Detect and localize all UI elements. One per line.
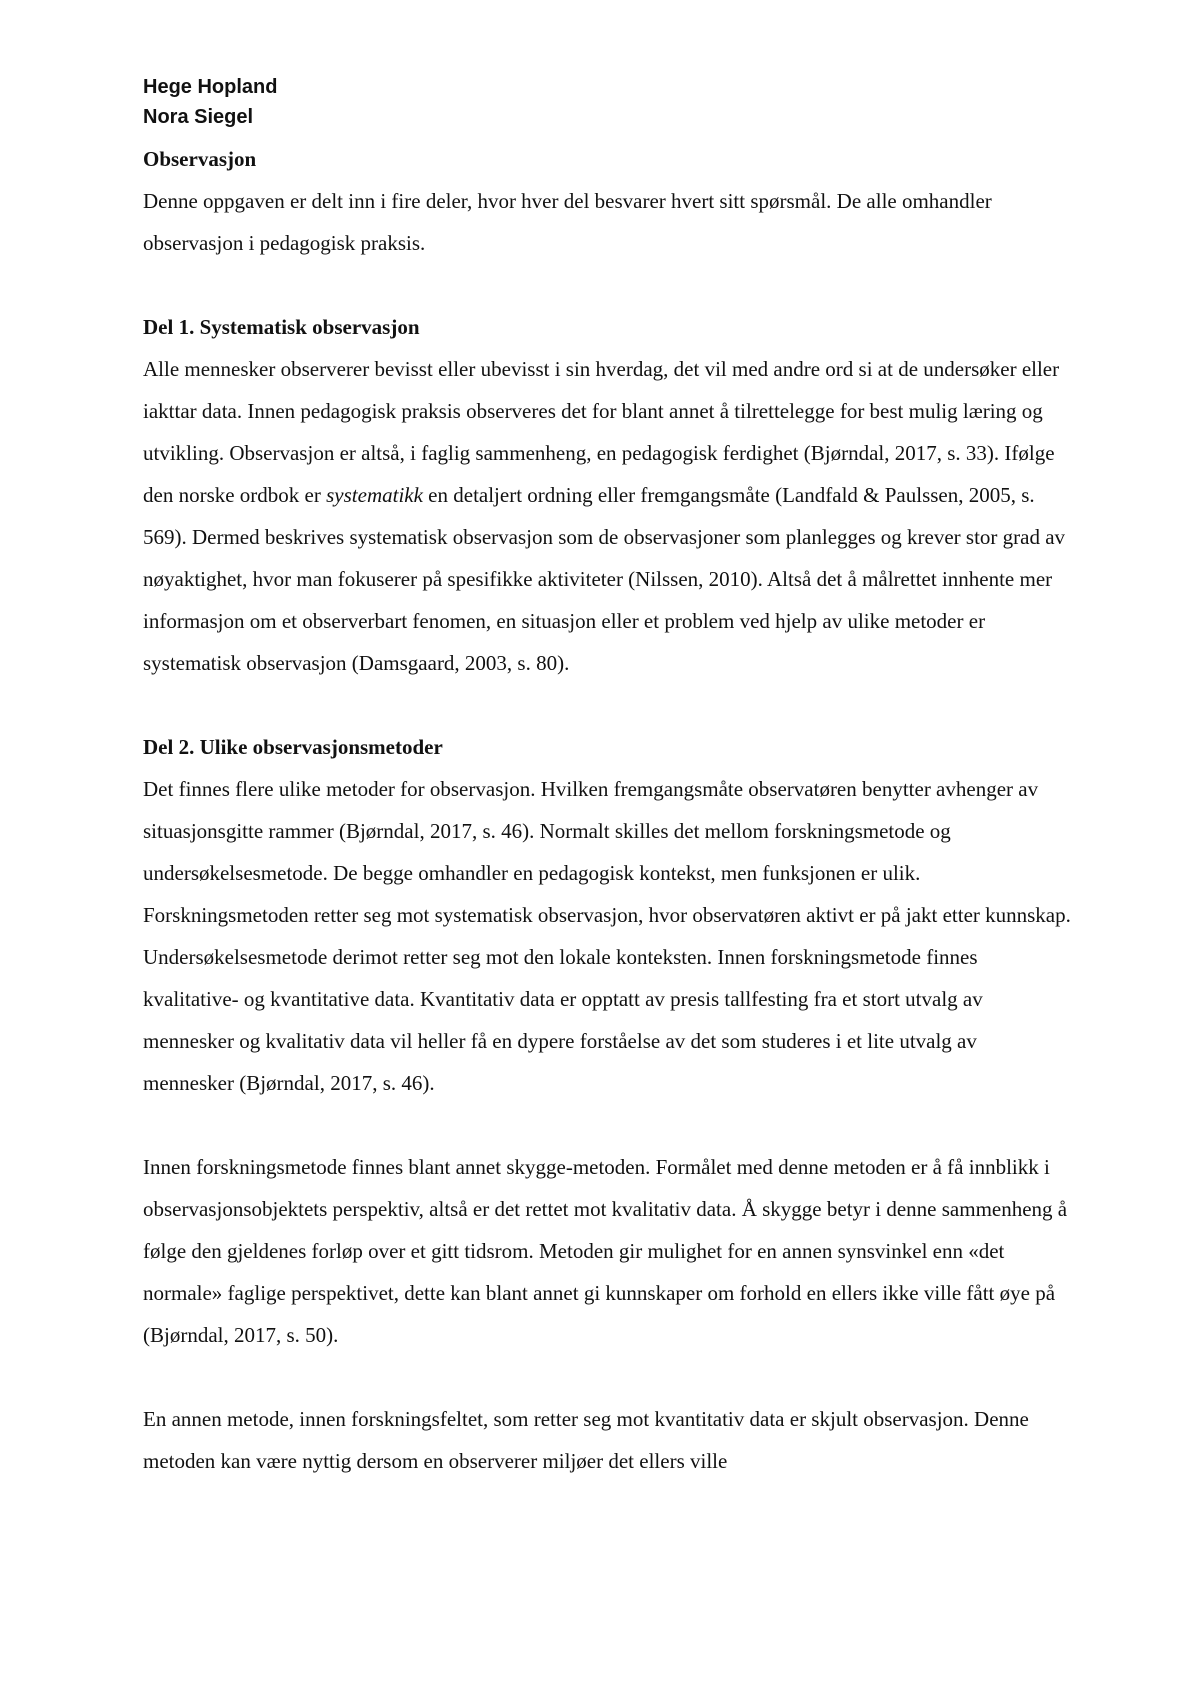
section-1-text-b: en detaljert ordning eller fremgangsmåte (Landfald & Paulssen, 2005, s. 569). Dermed beskrives systematisk observasjon som de observasjoner som planlegges og krever stor grad av nøyaktighet, hvor man fokuserer på spesifikke aktiviteter (Nilssen, 2010). Altså det å målrettet innhente mer informasjon om et observerbart fenomen, en situasjon eller et problem ved hjelp av ulike metoder er systematisk observasjon (Damsgaard, 2003, s. 80). <box>143 483 1066 675</box>
section-1-paragraph <box>143 348 1073 684</box>
author-block <box>143 72 1073 132</box>
section-1-heading: Del 1. Systematisk observasjon <box>143 315 420 339</box>
intro-paragraph: Denne oppgaven er delt inn i fire deler, hvor hver del besvarer hvert sitt spørsmål. De alle omhandler observasjon i pedagogisk praksis. <box>143 189 992 255</box>
author-name: Nora Siegel <box>143 106 254 128</box>
section-2-paragraph-2: Innen forskningsmetode finnes blant annet skygge-metoden. Formålet med denne metoden er å få innblikk i observasjonsobjektets perspektiv, altså er det rettet mot kvalitativ data. Å skygge betyr i denne sammenheng å følge den gjeldenes forløp over et gitt tidsrom. Metoden gir mulighet for en annen synsvinkel enn «det normale» faglige perspektivet, dette kan blant annet gi kunnskaper om forhold en ellers ikke ville fått øye på (Bjørndal, 2017, s. 50). <box>143 1155 1068 1347</box>
document-title: Observasjon <box>143 147 257 171</box>
author-name: Hege Hopland <box>143 76 278 98</box>
section-2-heading: Del 2. Ulike observasjonsmetoder <box>143 735 443 759</box>
italic-term: systematikk <box>326 483 423 507</box>
section-2-paragraph-1: Det finnes flere ulike metoder for observasjon. Hvilken fremgangsmåte observatøren benytter avhenger av situasjonsgitte rammer (Bjørndal, 2017, s. 46). Normalt skilles det mellom forskningsmetode og undersøkelsesmetode. De begge omhandler en pedagogisk kontekst, men funksjonen er ulik. Forskningsmetoden retter seg mot systematisk observasjon, hvor observatøren aktivt er på jakt etter kunnskap. Undersøkelsesmetode derimot retter seg mot den lokale konteksten. Innen forskningsmetode finnes kvalitative- og kvantitative data. Kvantitativ data er opptatt av presis tallfesting fra et stort utvalg av mennesker og kvalitativ data vil heller få en dypere forståelse av det som studeres i et lite utvalg av mennesker (Bjørndal, 2017, s. 46). <box>143 777 1071 1095</box>
document-body <box>143 72 1073 1482</box>
section-2-paragraph-3: En annen metode, innen forskningsfeltet, som retter seg mot kvantitativ data er skjult observasjon. Denne metoden kan være nyttig dersom en observerer miljøer det ellers ville <box>143 1407 1029 1473</box>
section-1-text-a: Alle mennesker observerer bevisst eller ubevisst i sin hverdag, det vil med andre ord si at de undersøker eller iakttar data. Innen pedagogisk praksis observeres det for blant annet å tilrettelegge for best mulig læring og utvikling. Observasjon er altså, i faglig sammenheng, en pedagogisk ferdighet (Bjørndal, 2017, s. 33). Ifølge den norske ordbok er <box>143 357 1060 507</box>
